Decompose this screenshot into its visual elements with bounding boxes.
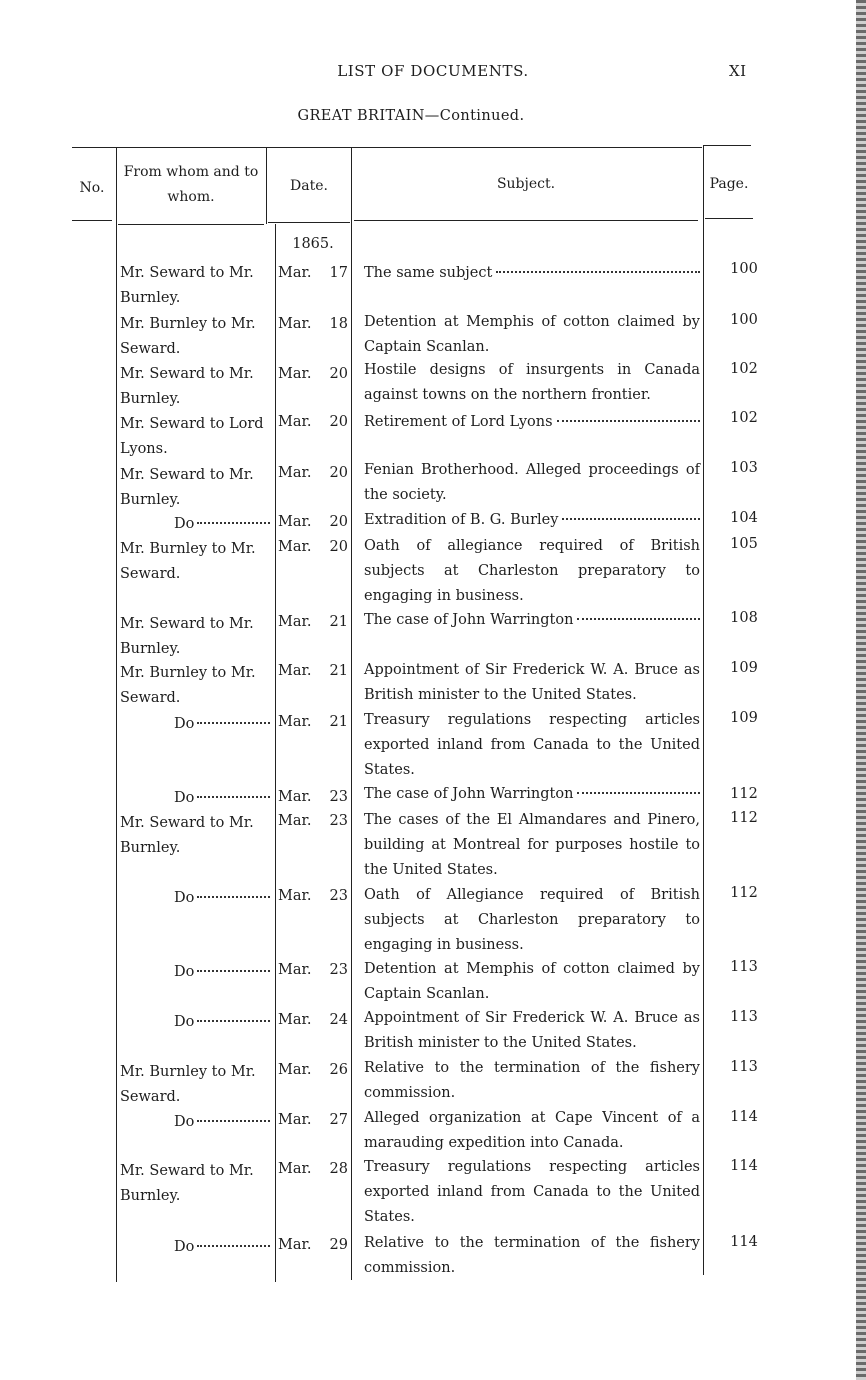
dot-leader	[577, 618, 700, 620]
row-month: Mar.	[278, 614, 312, 630]
row-page: 102	[730, 361, 758, 377]
row-day: 20	[329, 539, 348, 555]
row-month: Mar.	[278, 813, 312, 829]
row-subject: Appointment of Sir Frederick W. A. Bruce as British minister to the United States.	[364, 662, 700, 703]
row-day: 23	[329, 789, 348, 805]
ditto-text: Do	[174, 1014, 195, 1030]
row-day: 27	[329, 1112, 348, 1128]
row-subject-text: The case of John Warrington	[364, 786, 574, 802]
row-from: Mr. Burnley to Mr. Seward.	[120, 316, 256, 357]
row-from-ditto	[120, 1010, 270, 1035]
row-subject: Relative to the termination of the fishery commission.	[364, 1060, 700, 1101]
row-page: 113	[730, 1009, 758, 1025]
row-page: 102	[730, 410, 758, 426]
row-month: Mar.	[278, 414, 312, 430]
row-from: Mr. Seward to Mr. Burnley.	[120, 366, 254, 407]
row-subject	[364, 508, 700, 533]
header-no: No.	[79, 180, 105, 196]
header-subject: Subject.	[496, 176, 556, 192]
row-subject: Alleged organization at Cape Vincent of a marauding expedition into Canada.	[364, 1110, 700, 1151]
row-month: Mar.	[278, 265, 312, 281]
dot-leader	[197, 1245, 270, 1247]
row-subject: Oath of allegiance required of British subjects at Charleston preparatory to engaging in business.	[364, 538, 700, 604]
row-from: Mr. Burnley to Mr. Seward.	[120, 541, 256, 582]
ditto-text: Do	[174, 1239, 195, 1255]
row-subject-text: The case of John Warrington	[364, 612, 574, 628]
row-from: Mr. Seward to Mr. Burnley.	[120, 265, 254, 306]
row-from-ditto	[120, 886, 270, 911]
row-subject	[364, 608, 700, 633]
row-month: Mar.	[278, 465, 312, 481]
row-subject: Relative to the termination of the fishery commission.	[364, 1235, 700, 1276]
row-subject-text: The same subject	[364, 265, 493, 281]
row-page: 112	[730, 786, 758, 802]
row-page: 104	[730, 510, 758, 526]
row-subject	[364, 261, 700, 286]
row-subject: Fenian Brotherhood. Alleged proceedings of the society.	[364, 462, 700, 503]
row-month: Mar.	[278, 1161, 312, 1177]
year-label: 1865.	[292, 236, 334, 252]
row-page: 114	[730, 1234, 758, 1250]
dot-leader	[197, 722, 270, 724]
row-day: 20	[329, 414, 348, 430]
row-from-ditto	[120, 786, 270, 811]
row-subject	[364, 410, 700, 435]
dot-leader	[197, 896, 270, 898]
row-subject: Hostile designs of insurgents in Canada against towns on the northern frontier.	[364, 362, 700, 403]
row-month: Mar.	[278, 888, 312, 904]
row-day: 21	[329, 714, 348, 730]
row-subject: Treasury regulations respecting articles exported inland from Canada to the United States.	[364, 1159, 700, 1225]
row-month: Mar.	[278, 316, 312, 332]
row-subject: Oath of Allegiance required of British subjects at Charleston preparatory to engaging in business.	[364, 887, 700, 953]
row-page: 109	[730, 710, 758, 726]
dot-leader	[562, 518, 700, 520]
row-day: 29	[329, 1237, 348, 1253]
row-subject: Detention at Memphis of cotton claimed by Captain Scanlan.	[364, 961, 700, 1002]
row-month: Mar.	[278, 789, 312, 805]
row-subject: Appointment of Sir Frederick W. A. Bruce as British minister to the United States.	[364, 1010, 700, 1051]
row-subject: Treasury regulations respecting articles exported inland from Canada to the United States.	[364, 712, 700, 778]
row-from: Mr. Seward to Mr. Burnley.	[120, 815, 254, 856]
row-from: Mr. Burnley to Mr. Seward.	[120, 1064, 256, 1105]
row-page: 105	[730, 536, 758, 552]
ditto-text: Do	[174, 964, 195, 980]
row-page: 109	[730, 660, 758, 676]
row-page: 112	[730, 885, 758, 901]
dot-leader	[197, 970, 270, 972]
row-day: 26	[329, 1062, 348, 1078]
dot-leader	[197, 796, 270, 798]
page-number: XI	[729, 62, 747, 80]
row-page: 100	[730, 312, 758, 328]
dot-leader	[557, 420, 700, 422]
row-from: Mr. Seward to Mr. Burnley.	[120, 616, 254, 657]
row-day: 23	[329, 813, 348, 829]
row-from: Mr. Burnley to Mr. Seward.	[120, 665, 256, 706]
row-subject	[364, 782, 700, 807]
row-day: 20	[329, 366, 348, 382]
dot-leader	[197, 1120, 270, 1122]
dot-leader	[197, 522, 270, 524]
dot-leader	[197, 1020, 270, 1022]
row-page: 108	[730, 610, 758, 626]
row-page: 103	[730, 460, 758, 476]
row-day: 24	[329, 1012, 348, 1028]
row-page: 100	[730, 261, 758, 277]
row-day: 21	[329, 663, 348, 679]
row-subject: Detention at Memphis of cotton claimed by Captain Scanlan.	[364, 314, 700, 355]
row-month: Mar.	[278, 514, 312, 530]
ditto-text: Do	[174, 890, 195, 906]
section-title: GREAT BRITAIN—Continued.	[297, 108, 525, 124]
row-from-ditto	[120, 1235, 270, 1260]
row-month: Mar.	[278, 1012, 312, 1028]
row-day: 23	[329, 962, 348, 978]
row-day: 28	[329, 1161, 348, 1177]
row-month: Mar.	[278, 366, 312, 382]
row-day: 20	[329, 465, 348, 481]
dot-leader	[577, 792, 700, 794]
row-from: Mr. Seward to Mr. Burnley.	[120, 1163, 254, 1204]
row-from: Mr. Seward to Lord Lyons.	[120, 416, 264, 457]
header-page: Page.	[709, 176, 749, 192]
row-from: Mr. Seward to Mr. Burnley.	[120, 467, 254, 508]
row-page: 112	[730, 810, 758, 826]
row-month: Mar.	[278, 1112, 312, 1128]
row-page: 114	[730, 1109, 758, 1125]
row-day: 21	[329, 614, 348, 630]
row-month: Mar.	[278, 663, 312, 679]
row-from-ditto	[120, 512, 270, 537]
row-from-ditto	[120, 960, 270, 985]
header-from: From whom and to whom.	[123, 164, 259, 205]
header-date: Date.	[290, 178, 328, 194]
ditto-text: Do	[174, 790, 195, 806]
dot-leader	[496, 271, 700, 273]
running-head: LIST OF DOCUMENTS.	[337, 62, 529, 80]
row-page: 114	[730, 1158, 758, 1174]
row-day: 20	[329, 514, 348, 530]
row-subject-text: Retirement of Lord Lyons	[364, 414, 553, 430]
ditto-text: Do	[174, 716, 195, 732]
ditto-text: Do	[174, 1114, 195, 1130]
ditto-text: Do	[174, 516, 195, 532]
row-page: 113	[730, 959, 758, 975]
row-day: 17	[329, 265, 348, 281]
row-subject-text: Extradition of B. G. Burley	[364, 512, 559, 528]
row-month: Mar.	[278, 539, 312, 555]
row-subject: The cases of the El Almandares and Pinero, building at Montreal for purposes hostile to the United States.	[364, 812, 700, 878]
row-month: Mar.	[278, 1237, 312, 1253]
row-page: 113	[730, 1059, 758, 1075]
row-day: 23	[329, 888, 348, 904]
row-month: Mar.	[278, 962, 312, 978]
row-from-ditto	[120, 712, 270, 737]
row-from-ditto	[120, 1110, 270, 1135]
row-month: Mar.	[278, 1062, 312, 1078]
row-month: Mar.	[278, 714, 312, 730]
row-day: 18	[329, 316, 348, 332]
